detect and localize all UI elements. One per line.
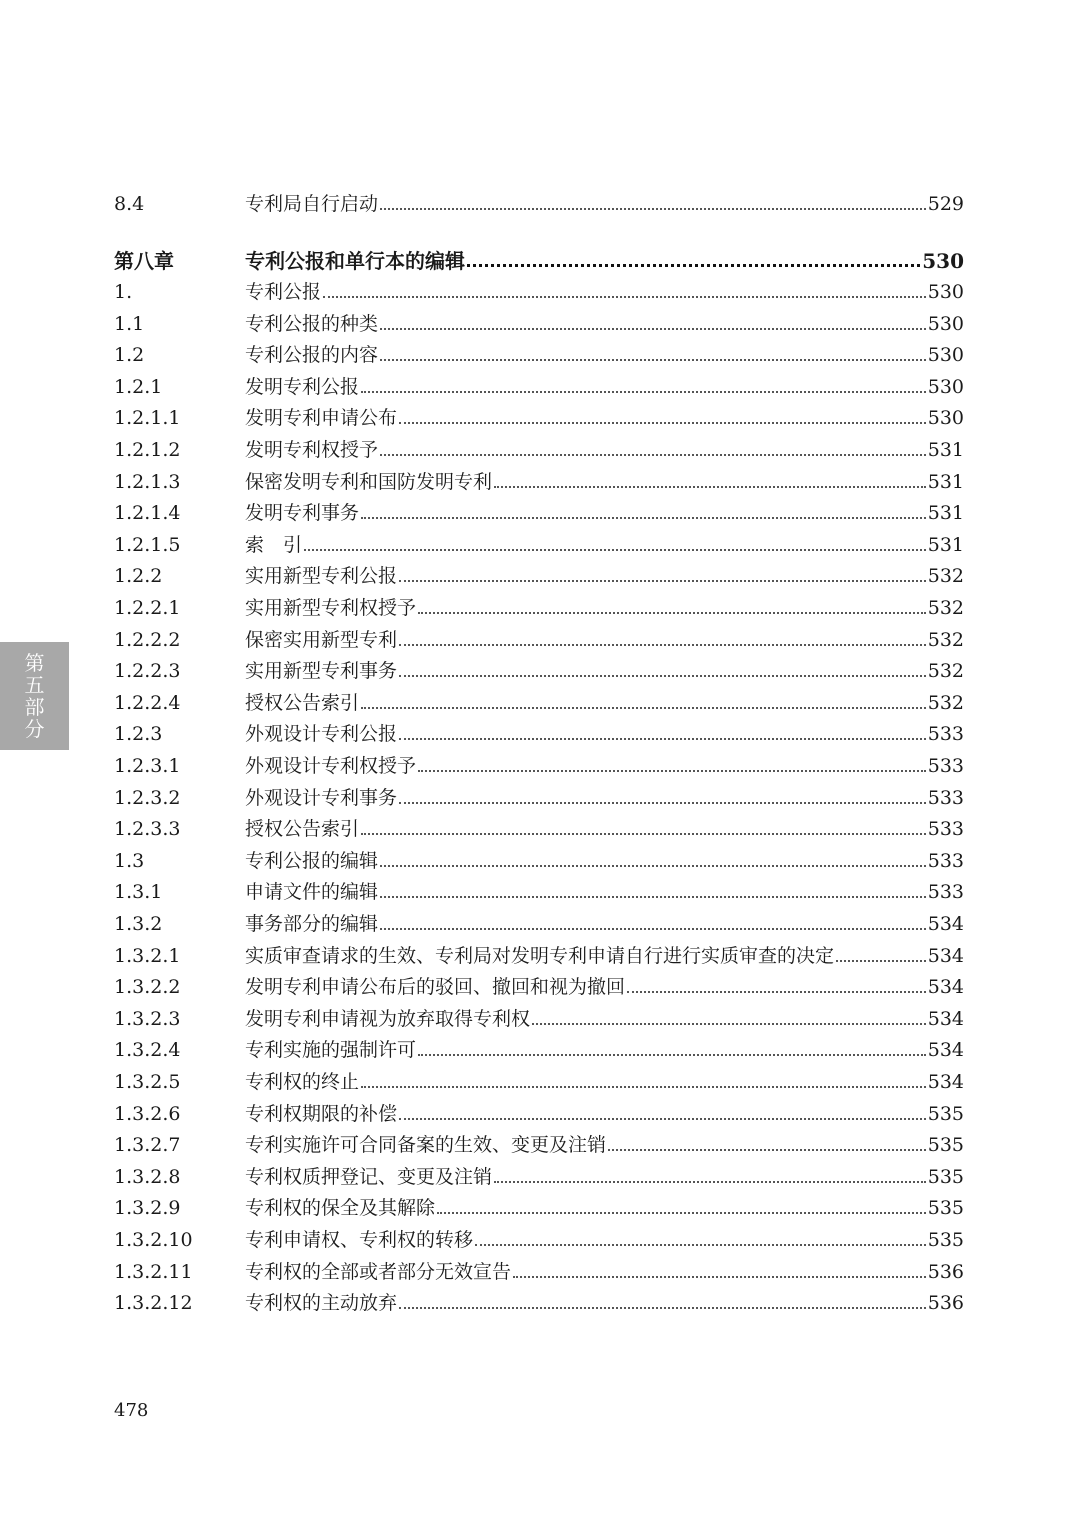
toc-row xyxy=(114,432,964,462)
dot-leader xyxy=(380,208,926,210)
toc-row xyxy=(114,653,964,683)
toc-section-title: 专利权的终止 xyxy=(245,1071,360,1093)
toc-page-number: 531 xyxy=(927,534,964,556)
dot-leader xyxy=(608,1149,926,1151)
section-tab-char: 部 xyxy=(24,695,45,719)
toc-row xyxy=(114,1254,964,1284)
toc-row xyxy=(114,811,964,841)
toc-section-title: 专利权的全部或者部分无效宣告 xyxy=(245,1261,512,1283)
toc-page-number: 534 xyxy=(927,913,964,935)
dot-leader xyxy=(380,454,926,456)
page-number: 478 xyxy=(114,1400,149,1421)
toc-section-title: 发明专利公报 xyxy=(245,376,360,398)
toc-page-number: 536 xyxy=(927,1292,964,1314)
toc-section-title: 保密实用新型专利 xyxy=(245,629,398,651)
toc-section-number: 1.3.2.5 xyxy=(114,1071,181,1093)
dot-leader xyxy=(494,1181,926,1183)
toc-section-number: 1.3 xyxy=(114,850,145,872)
toc-row xyxy=(114,1032,964,1062)
dot-leader xyxy=(361,517,926,519)
toc-section-title: 索 引 xyxy=(245,534,303,556)
toc-section-title: 外观设计专利权授予 xyxy=(245,755,417,777)
toc-page-number: 533 xyxy=(927,850,964,872)
toc-section-number: 1.3.2.10 xyxy=(114,1229,193,1251)
dot-leader xyxy=(361,1086,926,1088)
toc-page-number: 533 xyxy=(927,881,964,903)
toc-section-title: 专利权的主动放弃 xyxy=(245,1292,398,1314)
toc-row xyxy=(114,969,964,999)
toc-section-title: 专利公报的编辑 xyxy=(245,850,379,872)
toc-page-number: 530 xyxy=(927,376,964,398)
toc-page-number: 532 xyxy=(927,629,964,651)
toc-section-title: 事务部分的编辑 xyxy=(245,913,379,935)
toc-section-title: 专利公报和单行本的编辑 xyxy=(245,249,465,273)
toc-page-number: 536 xyxy=(927,1261,964,1283)
toc-section-number: 1.2.1 xyxy=(114,376,163,398)
toc-section-title: 专利权的保全及其解除 xyxy=(245,1197,436,1219)
toc-section-number: 1.2.2.3 xyxy=(114,660,181,682)
dot-leader xyxy=(380,896,926,898)
toc-page-number: 532 xyxy=(927,692,964,714)
toc-row xyxy=(114,1001,964,1031)
toc-section-number: 1.2.3.2 xyxy=(114,787,181,809)
dot-leader xyxy=(467,264,920,267)
toc-row xyxy=(114,464,964,494)
toc-row xyxy=(114,495,964,525)
toc-page-number: 530 xyxy=(927,281,964,303)
toc-row xyxy=(114,306,964,336)
section-tab-char: 分 xyxy=(24,717,45,741)
toc-page-number: 534 xyxy=(927,945,964,967)
toc-section-number: 1.3.2.2 xyxy=(114,976,181,998)
toc-section-title: 发明专利权授予 xyxy=(245,439,379,461)
toc-section-number: 1.3.2.11 xyxy=(114,1261,193,1283)
toc-section-title: 授权公告索引 xyxy=(245,818,360,840)
toc-section-title: 专利实施的强制许可 xyxy=(245,1039,417,1061)
toc-section-number: 1.3.2.9 xyxy=(114,1197,181,1219)
toc-section-title: 发明专利申请公布后的驳回、撤回和视为撤回 xyxy=(245,976,626,998)
toc-chapter-row xyxy=(114,243,964,273)
toc-section-title: 专利权期限的补偿 xyxy=(245,1103,398,1125)
toc-row xyxy=(114,874,964,904)
toc-page-number: 535 xyxy=(927,1166,964,1188)
toc-page-number: 535 xyxy=(927,1229,964,1251)
toc-row xyxy=(114,1285,964,1315)
dot-leader xyxy=(532,1023,926,1025)
toc-section-number: 1.2.1.1 xyxy=(114,407,181,429)
dot-leader xyxy=(399,644,926,646)
toc-section-title: 保密发明专利和国防发明专利 xyxy=(245,471,493,493)
toc-page-number: 535 xyxy=(927,1134,964,1156)
dot-leader xyxy=(380,328,926,330)
toc-section-title: 发明专利申请公布 xyxy=(245,407,398,429)
toc-page-number: 530 xyxy=(922,249,964,273)
toc-page-number: 535 xyxy=(927,1103,964,1125)
toc-section-number: 8.4 xyxy=(114,193,145,215)
toc-section-title: 专利申请权、专利权的转移 xyxy=(245,1229,474,1251)
toc-section-title: 专利权质押登记、变更及注销 xyxy=(245,1166,493,1188)
toc-section-title: 实质审查请求的生效、专利局对发明专利申请自行进行实质审查的决定 xyxy=(245,945,835,967)
dot-leader xyxy=(418,1054,926,1056)
toc-section-number: 1.3.2.6 xyxy=(114,1103,181,1125)
dot-leader xyxy=(399,738,926,740)
toc-row xyxy=(114,1127,964,1157)
toc-row xyxy=(114,1096,964,1126)
toc-row xyxy=(114,622,964,652)
dot-leader xyxy=(361,707,926,709)
toc-row xyxy=(114,1064,964,1094)
toc-section-number: 1.2.1.5 xyxy=(114,534,181,556)
section-tab-char: 第 xyxy=(24,651,45,675)
toc-section-title: 发明专利申请视为放弃取得专利权 xyxy=(245,1008,531,1030)
toc-section-title: 授权公告索引 xyxy=(245,692,360,714)
toc-row xyxy=(114,906,964,936)
toc-section-number: 1.3.2.3 xyxy=(114,1008,181,1030)
toc-page-number: 531 xyxy=(927,471,964,493)
toc-section-number: 1.2.3 xyxy=(114,723,163,745)
dot-leader xyxy=(323,296,926,298)
dot-leader xyxy=(418,770,926,772)
toc-page-number: 530 xyxy=(927,344,964,366)
toc-section-number: 1.2.1.2 xyxy=(114,439,181,461)
toc-section-number: 1.2.2.2 xyxy=(114,629,181,651)
toc-row xyxy=(114,527,964,557)
toc-section-title: 专利实施许可合同备案的生效、变更及注销 xyxy=(245,1134,607,1156)
toc-row xyxy=(114,558,964,588)
toc-section-number: 1.3.2.1 xyxy=(114,945,181,967)
toc-row xyxy=(114,843,964,873)
toc-row xyxy=(114,780,964,810)
toc-row xyxy=(114,748,964,778)
toc-row xyxy=(114,274,964,304)
dot-leader xyxy=(304,549,926,551)
toc-page-number: 534 xyxy=(927,976,964,998)
dot-leader xyxy=(437,1212,926,1214)
toc-section-number: 第八章 xyxy=(114,249,174,273)
toc-row xyxy=(114,1190,964,1220)
dot-leader xyxy=(836,960,926,962)
toc-section-title: 外观设计专利事务 xyxy=(245,787,398,809)
section-tab-char: 五 xyxy=(24,673,45,697)
toc-section-number: 1.2.2.4 xyxy=(114,692,181,714)
toc-row xyxy=(114,186,964,216)
dot-leader xyxy=(399,422,926,424)
toc-section-number: 1.3.2.4 xyxy=(114,1039,181,1061)
toc-page-number: 531 xyxy=(927,439,964,461)
toc-section-number: 1.2.3.1 xyxy=(114,755,181,777)
dot-leader xyxy=(380,928,926,930)
toc-row xyxy=(114,716,964,746)
toc-page-number: 534 xyxy=(927,1071,964,1093)
dot-leader xyxy=(513,1276,926,1278)
toc-row xyxy=(114,685,964,715)
toc-section-number: 1.3.2.8 xyxy=(114,1166,181,1188)
toc-section-number: 1.2.1.3 xyxy=(114,471,181,493)
toc-section-title: 专利公报的种类 xyxy=(245,313,379,335)
toc-section-title: 发明专利事务 xyxy=(245,502,360,524)
toc-row xyxy=(114,1222,964,1252)
toc-section-number: 1.2.2.1 xyxy=(114,597,181,619)
toc-section-title: 实用新型专利事务 xyxy=(245,660,398,682)
toc-section-title: 申请文件的编辑 xyxy=(245,881,379,903)
toc-row xyxy=(114,938,964,968)
toc-section-number: 1.3.2 xyxy=(114,913,163,935)
toc-section-title: 实用新型专利公报 xyxy=(245,565,398,587)
toc-row xyxy=(114,590,964,620)
toc-page-number: 529 xyxy=(927,193,964,215)
toc-section-number: 1.2.2 xyxy=(114,565,163,587)
toc-page-number: 533 xyxy=(927,755,964,777)
toc-page-number: 533 xyxy=(927,723,964,745)
toc-section-title: 专利公报的内容 xyxy=(245,344,379,366)
dot-leader xyxy=(475,1244,926,1246)
dot-leader xyxy=(361,391,926,393)
toc-section-number: 1.2.3.3 xyxy=(114,818,181,840)
toc-section-title: 实用新型专利权授予 xyxy=(245,597,417,619)
toc-section-title: 专利局自行启动 xyxy=(245,193,379,215)
toc-page-number: 532 xyxy=(927,660,964,682)
toc-section-number: 1.2 xyxy=(114,344,145,366)
dot-leader xyxy=(399,802,926,804)
toc-page-number: 530 xyxy=(927,407,964,429)
toc-row xyxy=(114,400,964,430)
toc-section-number: 1. xyxy=(114,281,133,303)
toc-page-number: 533 xyxy=(927,818,964,840)
toc-section-number: 1.2.1.4 xyxy=(114,502,181,524)
toc-page-number: 534 xyxy=(927,1008,964,1030)
toc-page-number: 533 xyxy=(927,787,964,809)
toc-page-number: 535 xyxy=(927,1197,964,1219)
toc-page-number: 530 xyxy=(927,313,964,335)
toc-row xyxy=(114,1159,964,1189)
toc-section-title: 外观设计专利公报 xyxy=(245,723,398,745)
toc-page-number: 534 xyxy=(927,1039,964,1061)
section-tab xyxy=(0,642,69,750)
toc-page-number: 532 xyxy=(927,565,964,587)
toc-page-number: 532 xyxy=(927,597,964,619)
toc-page-number: 531 xyxy=(927,502,964,524)
toc-section-number: 1.1 xyxy=(114,313,145,335)
dot-leader xyxy=(399,1118,926,1120)
dot-leader xyxy=(380,359,926,361)
toc-section-number: 1.3.1 xyxy=(114,881,163,903)
toc-section-number: 1.3.2.12 xyxy=(114,1292,193,1314)
toc-section-number: 1.3.2.7 xyxy=(114,1134,181,1156)
dot-leader xyxy=(494,486,926,488)
dot-leader xyxy=(399,675,926,677)
dot-leader xyxy=(399,580,926,582)
dot-leader xyxy=(399,1307,926,1309)
dot-leader xyxy=(380,865,926,867)
toc-row xyxy=(114,369,964,399)
toc-row xyxy=(114,337,964,367)
dot-leader xyxy=(627,991,926,993)
dot-leader xyxy=(418,612,926,614)
toc-section-title: 专利公报 xyxy=(245,281,322,303)
dot-leader xyxy=(361,833,926,835)
